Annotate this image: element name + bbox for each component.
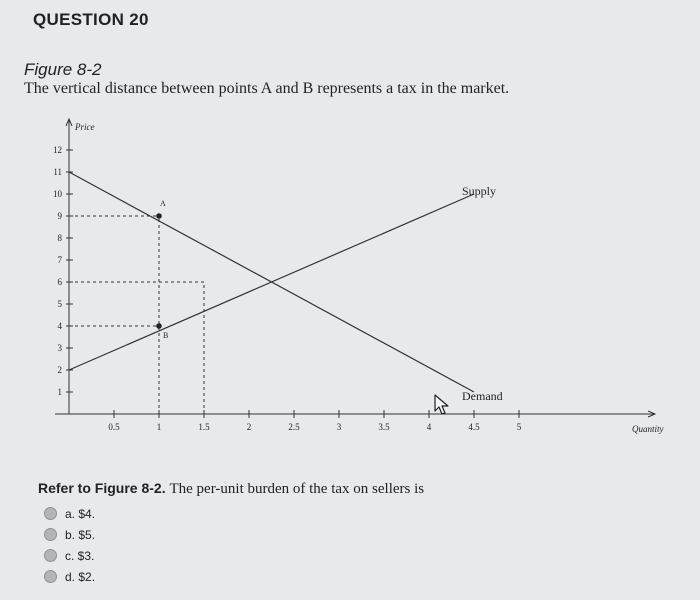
prompt-tail: The per-unit burden of the tax on sellers is	[169, 481, 425, 497]
answer-options	[44, 503, 95, 587]
y-tick-label: 4	[57, 321, 62, 331]
x-tick-label: 3.5	[378, 422, 390, 432]
y-tick-label: 12	[53, 145, 62, 155]
y-tick-label: 5	[57, 299, 62, 309]
supply-demand-chart	[0, 110, 664, 445]
question-prompt	[38, 480, 424, 498]
option-d[interactable]	[44, 566, 95, 587]
point-a	[156, 213, 162, 219]
option-a[interactable]	[44, 503, 95, 524]
x-tick-label: 2.5	[288, 422, 300, 432]
y-tick-label: 10	[53, 189, 62, 199]
radio-button-icon[interactable]	[44, 507, 57, 520]
y-tick-label: 7	[57, 255, 62, 265]
y-tick-label: 3	[57, 343, 62, 353]
y-tick-label: 6	[57, 277, 62, 287]
y-axis-label: Price	[75, 122, 95, 132]
demand-label: Demand	[462, 389, 503, 403]
option-a-label: a. $4.	[65, 506, 96, 521]
prompt-lead: Refer to Figure 8-2.	[38, 480, 166, 496]
x-tick-label: 5	[516, 422, 522, 432]
option-b-label: b. $5.	[65, 527, 96, 542]
y-tick-label: 11	[53, 167, 62, 177]
x-tick-label: 1.5	[198, 422, 210, 432]
x-tick-label: 4	[426, 422, 432, 432]
radio-button-icon[interactable]	[44, 528, 57, 541]
option-b[interactable]	[44, 524, 95, 545]
x-tick-label: 2	[246, 422, 252, 432]
figure-title: Figure 8-2	[24, 60, 102, 79]
y-tick-label: 1	[57, 387, 62, 397]
question-number: QUESTION 20	[33, 10, 149, 29]
x-tick-label: 4.5	[468, 422, 480, 432]
point-b-label: B	[163, 331, 169, 340]
supply-label: Supply	[462, 184, 497, 198]
x-tick-label: 0.5	[108, 422, 120, 432]
x-tick-label: 3	[336, 422, 342, 432]
x-tick-label: 1	[156, 422, 162, 432]
y-tick-label: 8	[57, 233, 62, 243]
radio-button-icon[interactable]	[44, 570, 57, 583]
option-d-label: d. $2.	[65, 569, 96, 584]
option-c-label: c. $3.	[65, 548, 95, 563]
y-tick-label: 9	[57, 211, 62, 221]
y-tick-label: 2	[57, 365, 62, 375]
mouse-cursor-icon	[433, 394, 451, 416]
figure-caption: The vertical distance between points A and B represents a tax in the market.	[24, 80, 510, 97]
x-axis-label: Quantity	[632, 424, 664, 434]
option-c[interactable]	[44, 545, 95, 566]
radio-button-icon[interactable]	[44, 549, 57, 562]
point-b	[156, 323, 162, 329]
point-a-label: A	[160, 199, 166, 208]
